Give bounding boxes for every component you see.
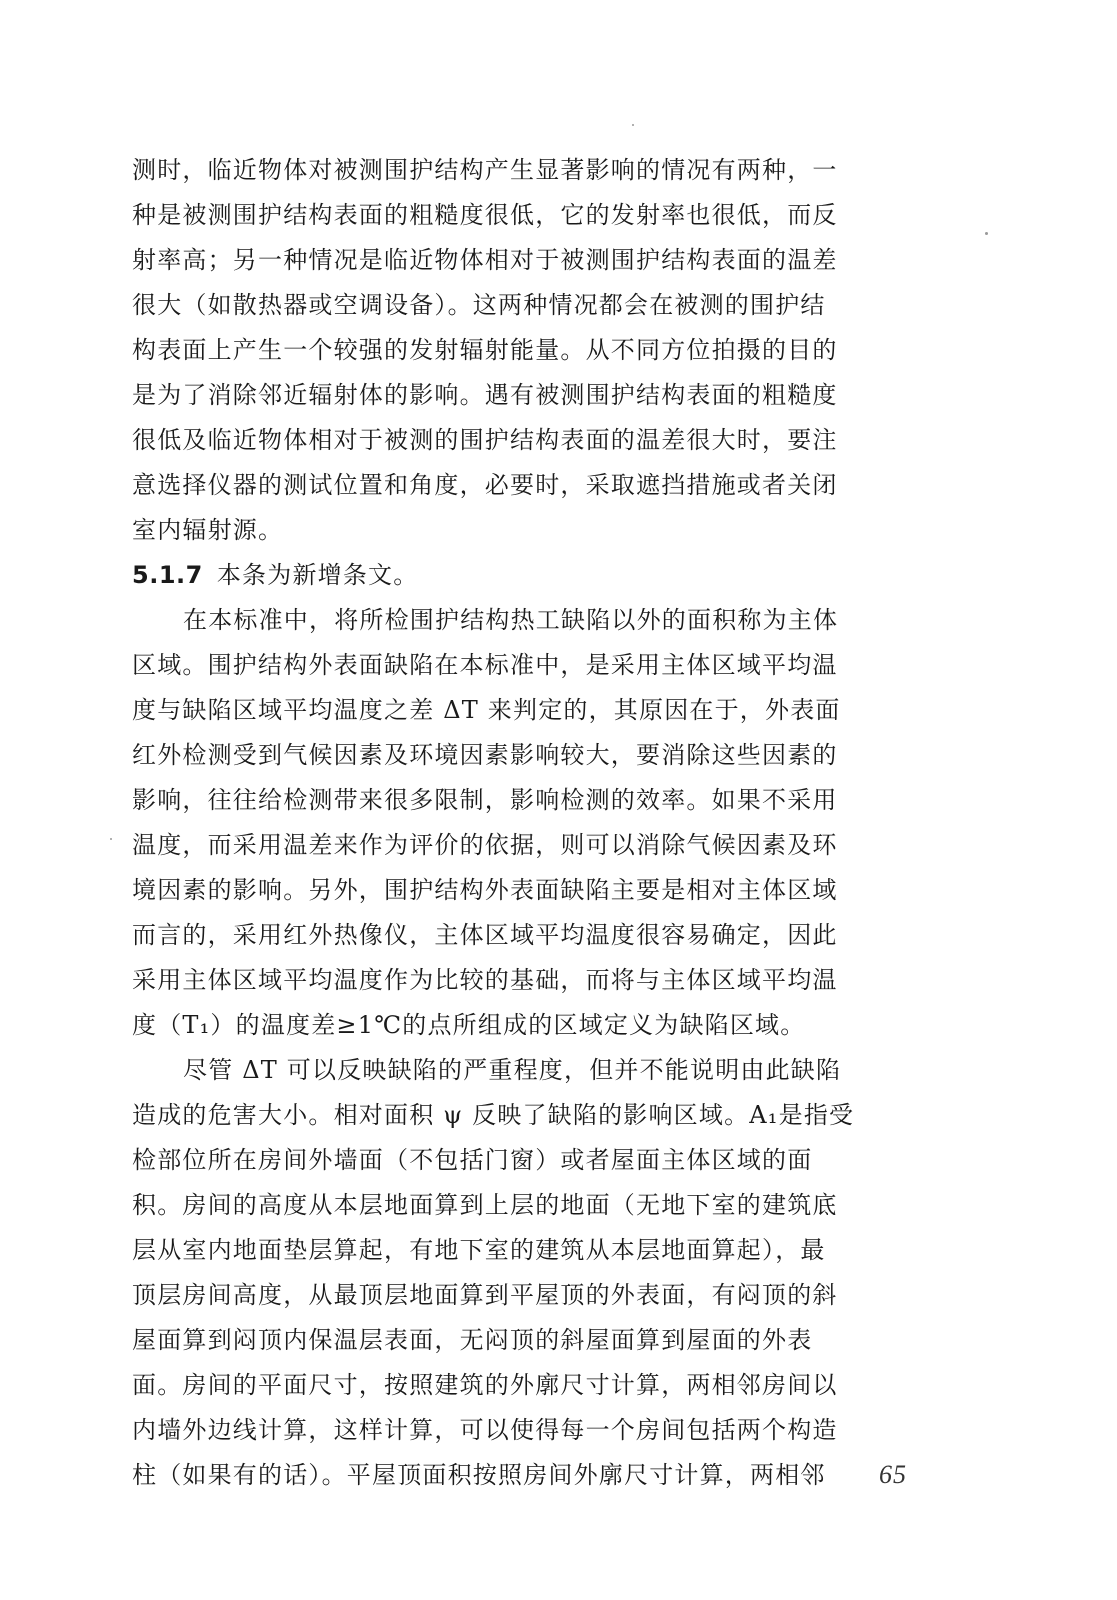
- text-line: 内墙外边线计算，这样计算，可以使得每一个房间包括两个构造: [132, 1416, 838, 1444]
- text-line: 造成的危害大小。相对面积 ψ 反映了缺陷的影响区域。A₁是指受: [132, 1101, 855, 1129]
- text-line: 测时，临近物体对被测围护结构产生显著影响的情况有两种，一: [132, 156, 838, 184]
- text-line: 度与缺陷区域平均温度之差 ΔT 来判定的，其原因在于，外表面: [132, 696, 841, 724]
- text-line: 层从室内地面垫层算起，有地下室的建筑从本层地面算起），最: [132, 1236, 826, 1264]
- text-line: 尽管 ΔT 可以反映缺陷的严重程度，但并不能说明由此缺陷: [183, 1056, 842, 1084]
- text-line: 检部位所在房间外墙面（不包括门窗）或者屋面主体区域的面: [132, 1146, 813, 1174]
- text-line: 很大（如散热器或空调设备）。这两种情况都会在被测的围护结: [132, 291, 826, 319]
- body-text: [132, 148, 937, 1498]
- text-line: 温度，而采用温差来作为评价的依据，则可以消除气候因素及环: [132, 831, 838, 859]
- text-line: 是为了消除邻近辐射体的影响。遇有被测围护结构表面的粗糙度: [132, 381, 838, 409]
- text-line: 面。房间的平面尺寸，按照建筑的外廓尺寸计算，两相邻房间以: [132, 1371, 838, 1399]
- text-line: 顶层房间高度，从最顶层地面算到平屋顶的外表面，有闷顶的斜: [132, 1281, 838, 1309]
- section-number: 5.1.7: [132, 561, 203, 589]
- text-line: 构表面上产生一个较强的发射辐射能量。从不同方位拍摄的目的: [132, 336, 838, 364]
- text-line: 度（T₁）的温度差≥1℃的点所组成的区域定义为缺陷区域。: [132, 1011, 806, 1039]
- text-line: 境因素的影响。另外，围护结构外表面缺陷主要是相对主体区域: [132, 876, 838, 904]
- text-line: 种是被测围护结构表面的粗糙度很低，它的发射率也很低，而反: [132, 201, 838, 229]
- text-line: 在本标准中，将所检围护结构热工缺陷以外的面积称为主体: [183, 606, 839, 634]
- text-line: 红外检测受到气候因素及环境因素影响较大，要消除这些因素的: [132, 741, 838, 769]
- page-number: 65: [879, 1460, 907, 1489]
- text-line: 屋面算到闷顶内保温层表面，无闷顶的斜屋面算到屋面的外表: [132, 1326, 813, 1354]
- section-heading: [132, 553, 937, 598]
- text-line: 意选择仪器的测试位置和角度，必要时，采取遮挡措施或者关闭: [132, 471, 838, 499]
- scan-speck: [632, 124, 634, 126]
- text-line: 采用主体区域平均温度作为比较的基础，而将与主体区域平均温: [132, 966, 838, 994]
- text-line: 室内辐射源。: [132, 516, 284, 544]
- scan-speck: [110, 838, 112, 840]
- text-line: 很低及临近物体相对于被测的围护结构表面的温差很大时，要注: [132, 426, 838, 454]
- text-line: 影响，往往给检测带来很多限制，影响检测的效率。如果不采用: [132, 786, 838, 814]
- section-title: 本条为新增条文。: [216, 561, 419, 589]
- text-line: 积。房间的高度从本层地面算到上层的地面（无地下室的建筑底: [132, 1191, 838, 1219]
- scan-speck: [985, 232, 988, 235]
- text-line: 区域。围护结构外表面缺陷在本标准中，是采用主体区域平均温: [132, 651, 838, 679]
- text-line: 柱（如果有的话）。平屋顶面积按照房间外廓尺寸计算，两相邻: [132, 1461, 826, 1489]
- text-line: 而言的，采用红外热像仪，主体区域平均温度很容易确定，因此: [132, 921, 838, 949]
- text-line: 射率高；另一种情况是临近物体相对于被测围护结构表面的温差: [132, 246, 838, 274]
